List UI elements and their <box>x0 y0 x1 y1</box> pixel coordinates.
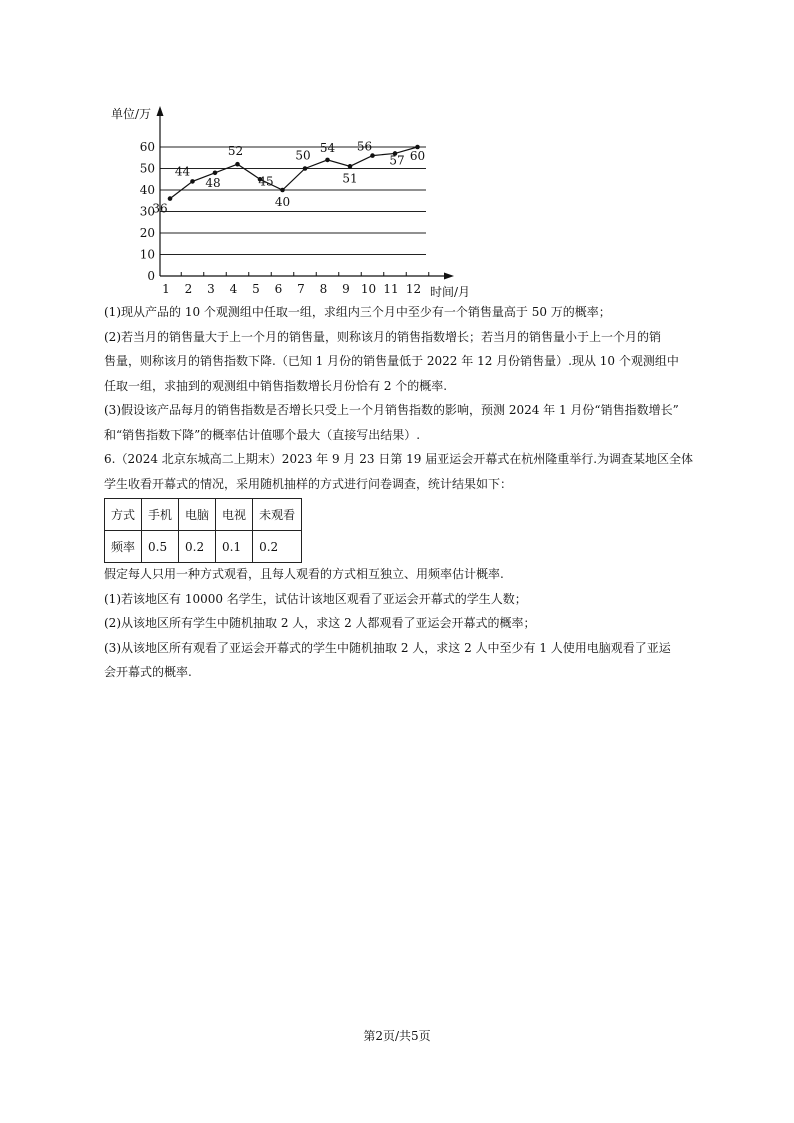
chart-gridlines <box>160 147 426 255</box>
problem6-questions <box>104 562 704 685</box>
x-tick-label: 3 <box>207 282 215 296</box>
problem6-assumption: 假定每人只用一种方式观看，且每人观看的方式相互独立、用频率估计概率. <box>104 567 504 581</box>
x-tick-label: 5 <box>252 282 260 296</box>
x-tick-label: 9 <box>342 282 350 296</box>
y-tick-label: 20 <box>139 226 155 240</box>
chart-axes <box>157 106 455 280</box>
data-label: 57 <box>389 153 405 168</box>
y-tick-label: 0 <box>147 269 155 283</box>
table-cell: 电视 <box>216 499 253 531</box>
problem5-q2-line2: 售量，则称该月的销售指数下降.（已知 1 月份的销售量低于 2022 年 12 月份销售量）.现从 10 个观测组中 <box>104 354 679 368</box>
y-tick-label: 10 <box>139 247 155 262</box>
problem6-intro-line2: 学生收看开幕式的情况，采用随机抽样的方式进行问卷调查，统计结果如下： <box>104 476 513 491</box>
table-cell: 电脑 <box>179 499 216 531</box>
frequency-table <box>104 498 302 563</box>
table-cell: 方式 <box>105 499 142 531</box>
y-axis-label: 单位/万 <box>111 107 152 121</box>
data-point <box>190 179 195 184</box>
data-label: 36 <box>152 201 168 216</box>
data-label: 50 <box>295 148 311 163</box>
y-tick-label: 40 <box>139 183 155 197</box>
table-cell: 手机 <box>142 499 179 531</box>
y-axis-arrow <box>157 106 164 116</box>
problem5-q2-line1: (2)若当月的销售量大于上一个月的销售量，则称该月的销售指数增长；若当月的销售量小于上一个月的销 <box>104 329 662 344</box>
data-label: 40 <box>274 195 291 209</box>
table-cell: 0.1 <box>216 531 253 563</box>
x-axis-label: 时间/月 <box>430 285 471 299</box>
problem5-q1: (1)现从产品的 10 个观测组中任取一组，求组内三个月中至少有一个销售量高于 50 万的概率； <box>104 305 611 319</box>
x-axis-arrow <box>444 273 454 280</box>
problem5-q3-line2: 和“销售指数下降”的概率估计值哪个最大（直接写出结果）. <box>104 427 421 442</box>
data-point <box>303 166 308 171</box>
table-cell: 0.2 <box>253 531 302 563</box>
series-line <box>170 147 418 199</box>
data-label: 51 <box>342 171 358 186</box>
x-tick-labels <box>162 282 421 296</box>
x-tick-label: 10 <box>360 282 377 296</box>
table-cell: 0.2 <box>179 531 216 563</box>
x-tick-label: 6 <box>274 282 283 296</box>
y-tick-label: 60 <box>139 140 155 154</box>
table-cell: 未观看 <box>253 499 302 531</box>
x-tick-label: 7 <box>297 282 305 296</box>
data-point <box>235 162 240 167</box>
problem6-q2: (2)从该地区所有学生中随机抽取 2 人，求这 2 人都观看了亚运会开幕式的概率； <box>104 616 536 630</box>
problem5-q3-line1: (3)假设该产品每月的销售指数是否增长只受上一个月销售指数的影响，预测 2024 年 1 月份“销售指数增长” <box>104 403 679 417</box>
x-tick-label: 12 <box>405 282 422 296</box>
data-point <box>370 153 375 158</box>
x-tick-label: 4 <box>229 282 238 296</box>
data-label: 48 <box>205 175 221 190</box>
data-label: 54 <box>319 140 336 155</box>
problem6-q1: (1)若该地区有 10000 名学生，试估计该地区观看了亚运会开幕式的学生人数； <box>104 591 527 606</box>
problem5-questions <box>104 300 704 496</box>
page-footer: 第2页/共5页 <box>363 1029 431 1043</box>
table-row <box>105 531 302 563</box>
data-label: 44 <box>174 164 191 179</box>
data-label: 45 <box>258 174 274 189</box>
table-header-row <box>105 499 302 531</box>
data-labels <box>152 140 425 216</box>
data-point <box>168 196 173 201</box>
x-tick-label: 2 <box>184 282 193 296</box>
sales-series <box>168 145 420 201</box>
data-point <box>348 164 353 169</box>
y-tick-label: 50 <box>139 161 155 176</box>
x-tick-label: 1 <box>162 282 170 296</box>
data-label: 60 <box>409 149 426 163</box>
problem5-q2-line3: 任取一组，求抽到的观测组中销售指数增长月份恰有 2 个的概率. <box>104 378 448 393</box>
problem6-q3-line1: (3)从该地区所有观看了亚运会开幕式的学生中随机抽取 2 人，求这 2 人中至少有 1 人使用电脑观看了亚运 <box>104 640 671 655</box>
sales-line-chart <box>104 98 484 308</box>
data-point <box>213 171 218 176</box>
problem6-q3-line2: 会开幕式的概率. <box>104 665 192 679</box>
y-tick-label: 30 <box>139 204 155 219</box>
data-point <box>280 188 285 193</box>
problem6-intro-line1: 6.（2024 北京东城高二上期末）2023 年 9 月 23 日第 19 届亚运会开幕式在杭州隆重举行.为调查某地区全体 <box>104 452 694 466</box>
data-label: 52 <box>227 144 244 159</box>
data-label: 56 <box>356 139 373 154</box>
x-tick-label: 11 <box>383 282 399 296</box>
x-tick-label: 8 <box>319 282 328 296</box>
data-point <box>325 158 330 163</box>
table-cell: 频率 <box>105 531 142 563</box>
table-cell: 0.5 <box>142 531 179 563</box>
